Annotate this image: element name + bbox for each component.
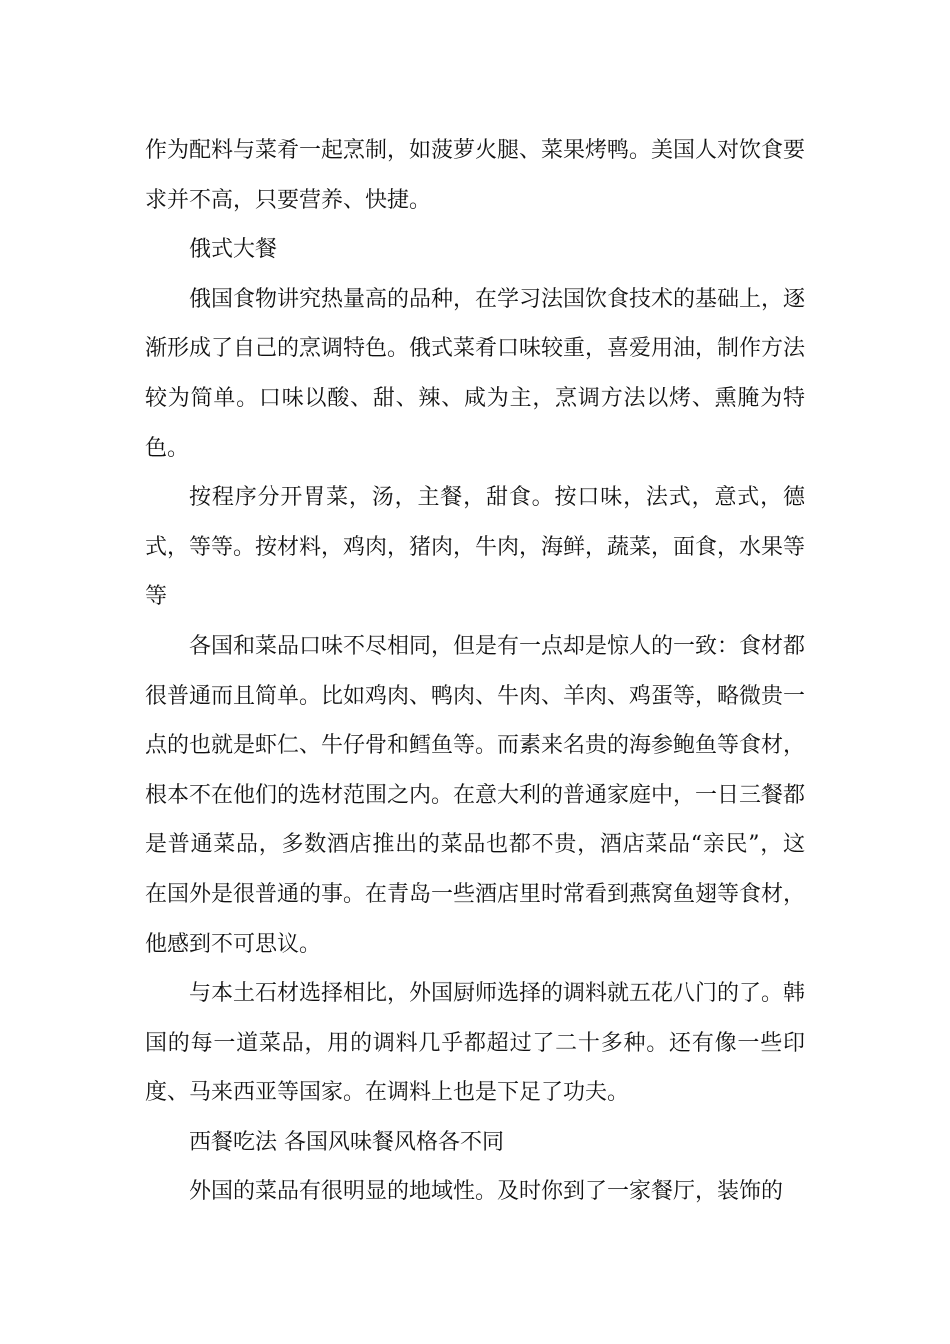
paragraph-regional-character: 外国的菜品有很明显的地域性。及时你到了一家餐厅，装饰的 [189,1179,784,1205]
paragraph-russian-food: 俄国食物讲究热量高的品种，在学习法国饮食技术的基础上，逐渐形成了自己的烹调特色。俄式菜肴口味较重，喜爱用油，制作方法较为简单。口味以酸、甜、辣、咸为主，烹调方法以烤、熏腌为特色。 [145,286,806,461]
paragraph-menu-categories: 按程序分开胃菜，汤，主餐，甜食。按口味，法式，意式，德式，等等。按材料，鸡肉，猪肉，牛肉，海鲜，蔬菜，面食，水果等等 [145,485,806,610]
section-heading-western-dining: 西餐吃法 各国风味餐风格各不同 [189,1129,504,1155]
paragraph-continuation: 作为配料与菜肴一起烹制，如菠萝火腿、菜果烤鸭。美国人对饮食要求并不高，只要营养、快捷。 [145,138,806,213]
paragraph-seasonings: 与本土石材选择相比，外国厨师选择的调料就五花八门的了。韩国的每一道菜品，用的调料几乎都超过了二十多种。还有像一些印度、马来西亚等国家。在调料上也是下足了功夫。 [145,981,806,1106]
document-body [145,126,805,1217]
paragraph-ingredients: 各国和菜品口味不尽相同，但是有一点却是惊人的一致：食材都很普通而且简单。比如鸡肉、鸭肉、牛肉、羊肉、鸡蛋等，略微贵一点的也就是虾仁、牛仔骨和鳕鱼等。而素来名贵的海参鲍鱼等食材，根本不在他们的选材范围之内。在意大利的普通家庭中，一日三餐都是普通菜品，多数酒店推出的菜品也都不贵，酒店菜品“亲民”，这在国外是很普通的事。在青岛一些酒店里时常看到燕窝鱼翅等食材，他感到不可思议。 [145,633,806,957]
section-heading-russian-cuisine: 俄式大餐 [189,237,278,263]
